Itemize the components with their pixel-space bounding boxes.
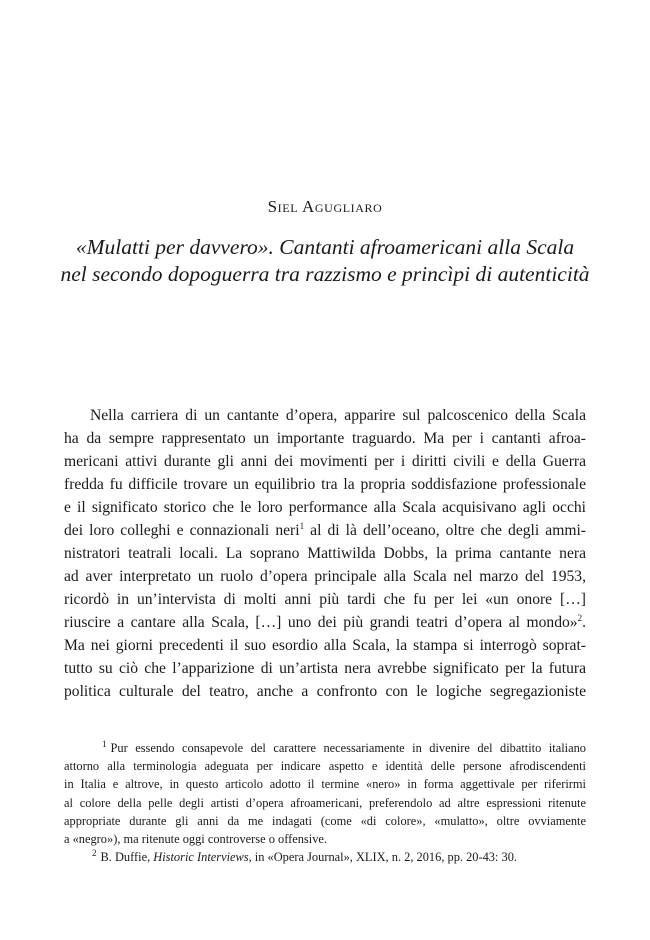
footnote-1-line: in Italia e altrove, in questo articolo adotto il termine «nero» in forma aggettivale per riferirmi	[64, 777, 586, 792]
footnote-1-line: a «negro»), ma ritenute oggi controverse o offensive.	[64, 831, 327, 846]
footnote-ref[interactable]: 1	[299, 520, 305, 531]
body-line	[64, 611, 586, 634]
body-text: dei loro colleghi e connazionali neri	[64, 522, 300, 539]
body-text: riuscire a cantare alla Scala, […] uno dei più grandi teatri d’opera al mondo»	[64, 614, 578, 631]
body-line: fredda fu difficile trovare un equilibrio tra la propria soddisfazione professionale	[64, 476, 586, 493]
footnote-number: 1	[102, 738, 107, 749]
body-line: ha da sempre rappresentato un importante traguardo. Ma per i cantanti afroa-	[64, 430, 586, 447]
body-line: ricordò in un’intervista di molti anni più tardi che fu per lei «un onore […]	[64, 591, 586, 608]
body-text: .	[582, 614, 586, 631]
footnotes	[64, 739, 586, 866]
body-line: e il significato storico che le loro performance alla Scala acquisivano agli occhi	[64, 499, 586, 516]
body-line: ad aver interpretato un ruolo d’opera principale alla Scala nel marzo del 1953,	[64, 568, 586, 585]
article-author: Siel Agugliaro	[267, 197, 383, 216]
title-line: «Mulatti per davvero». Cantanti afroamericani alla Scala	[75, 235, 575, 259]
body-text: al di là dell’oceano, oltre che degli ammi-	[304, 522, 586, 539]
body-line: tutto su ciò che l’apparizione di un’artista nera avrebbe significato per la futura	[64, 660, 586, 677]
footnote-text: B. Duffie,	[100, 850, 154, 865]
footnote-1-line: al colore della pelle degli artisti d’opera afroamericani, preferendolo ad altre espressioni ritenute	[64, 795, 586, 810]
body-line: politica culturale del teatro, anche a confronto con le logiche segregazioniste	[64, 683, 586, 700]
footnote-1-line	[64, 739, 586, 757]
article-body	[64, 404, 586, 703]
footnote-1-line: appropriate durante gli anni da me indagati (come «di colore», «mulatto», oltre ovviamente	[64, 813, 586, 828]
article-title	[40, 234, 610, 288]
body-line: mericani attivi durante gli anni dei movimenti per i diritti civili e della Guerra	[64, 453, 586, 470]
title-line: nel secondo dopoguerra tra razzismo e princìpi di autenticità	[60, 262, 590, 286]
body-line: nistratori teatrali locali. La soprano Mattiwilda Dobbs, la prima cantante nera	[64, 545, 586, 562]
footnote-1-line: attorno alla terminologia adeguata per indicare aspetto e identità delle persone afrodiscendenti	[64, 759, 586, 774]
body-line	[64, 519, 586, 542]
footnote-ref[interactable]: 2	[577, 612, 583, 623]
body-line: Nella carriera di un cantante d’opera, apparire sul palcoscenico della Scala	[90, 407, 586, 424]
cited-title: Historic Interviews	[153, 850, 249, 865]
footnote-text: , in «Opera Journal», XLIX, n. 2, 2016, pp. 20-43: 30.	[248, 850, 518, 865]
footnote-number: 2	[92, 848, 97, 858]
footnote-text: Pur essendo consapevole del carattere necessariamente in divenire del dibattito italiano	[110, 741, 586, 755]
body-line: Ma nei giorni precedenti il suo esordio alla Scala, la stampa si interrogò soprat-	[64, 637, 586, 654]
footnote-2-line	[64, 848, 586, 866]
